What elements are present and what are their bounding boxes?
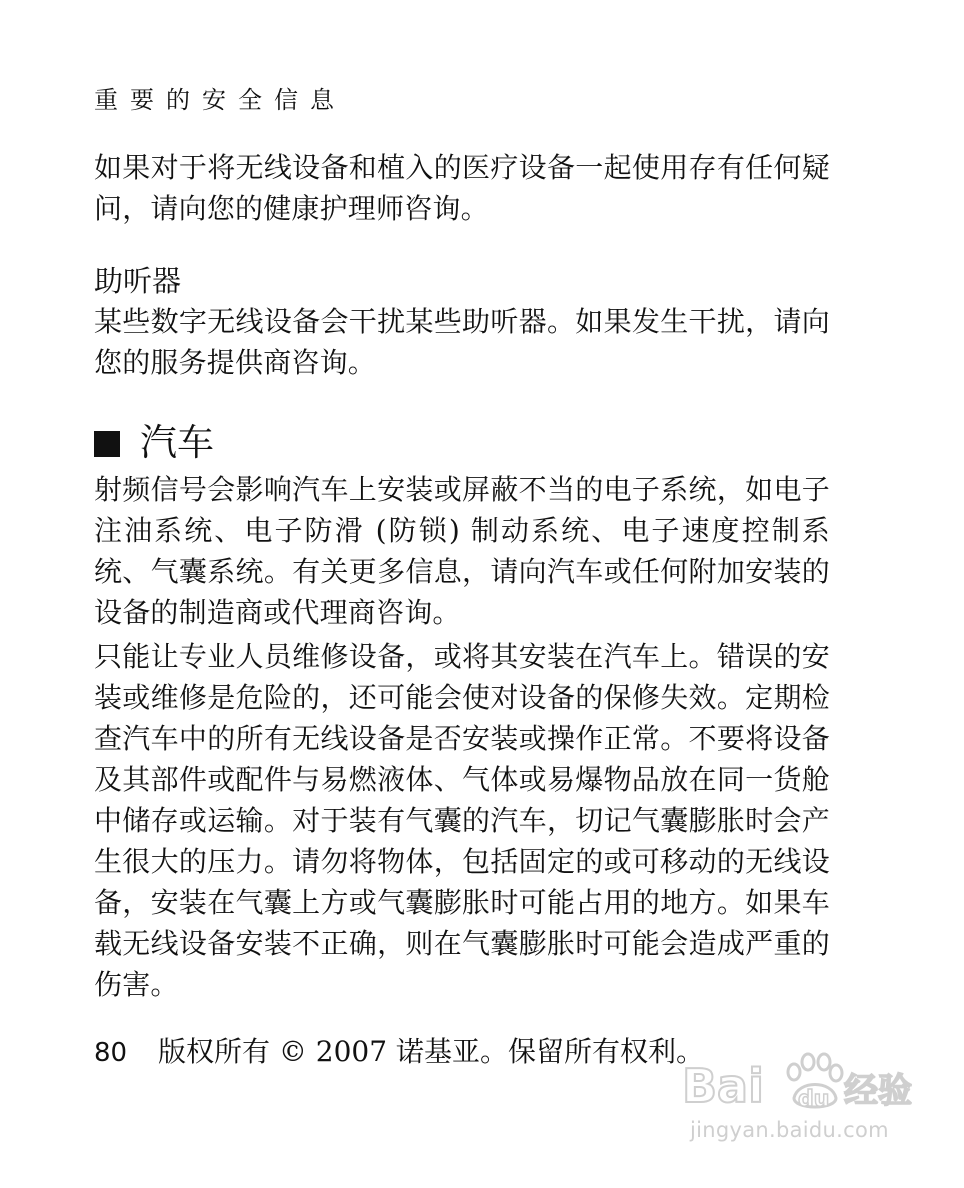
intro-paragraph: 如果对于将无线设备和植入的医疗设备一起使用存有任何疑问，请向您的健康护理师咨询。 <box>94 151 830 225</box>
watermark-url: jingyan.baidu.com <box>690 1118 889 1142</box>
vehicles-paragraph-2: 只能让专业人员维修设备，或将其安装在汽车上。错误的安装或维修是危险的，还可能会使对设备的保修失效。定期检查汽车中的所有无线设备是否安装或操作正常。不要将设备及其部件或配件与易燃液体、气体或易爆物品放在同一货舱中储存或运输。对于装有气囊的汽车，切记气囊膨胀时会产生很大的压力。请勿将物体，包括固定的或可移动的无线设备，安装在气囊上方或气囊膨胀时可能占用的地方。如果车载无线设备安装不正确，则在气囊膨胀时可能会造成严重的伤害。 <box>94 640 830 1001</box>
svg-text:Bai: Bai <box>682 1059 764 1113</box>
running-header: 重要的安全信息 <box>94 86 346 114</box>
page-number: 80 <box>94 1038 128 1068</box>
copyright-notice: 版权所有 © 2007 诺基亚。保留所有权利。 <box>158 1035 704 1068</box>
svg-text:经验: 经验 <box>844 1071 912 1111</box>
vehicles-heading-text: 汽车 <box>140 421 214 464</box>
baidu-paw-icon <box>676 1040 916 1120</box>
black-square-icon <box>94 431 120 457</box>
baidu-jingyan-watermark <box>676 1040 916 1150</box>
hearing-aids-heading: 助听器 <box>94 264 182 298</box>
page-footer <box>94 1033 704 1072</box>
hearing-aids-paragraph: 某些数字无线设备会干扰某些助听器。如果发生干扰，请向您的服务提供商咨询。 <box>94 305 830 379</box>
vehicles-paragraph-1: 射频信号会影响汽车上安装或屏蔽不当的电子系统，如电子注油系统、电子防滑 (防锁) 制动系统、电子速度控制系统、气囊系统。有关更多信息，请向汽车或任何附加安装的设备的制造商或代理商咨询。 <box>94 473 830 629</box>
svg-text:du: du <box>798 1087 830 1112</box>
vehicles-section-heading <box>94 420 214 466</box>
